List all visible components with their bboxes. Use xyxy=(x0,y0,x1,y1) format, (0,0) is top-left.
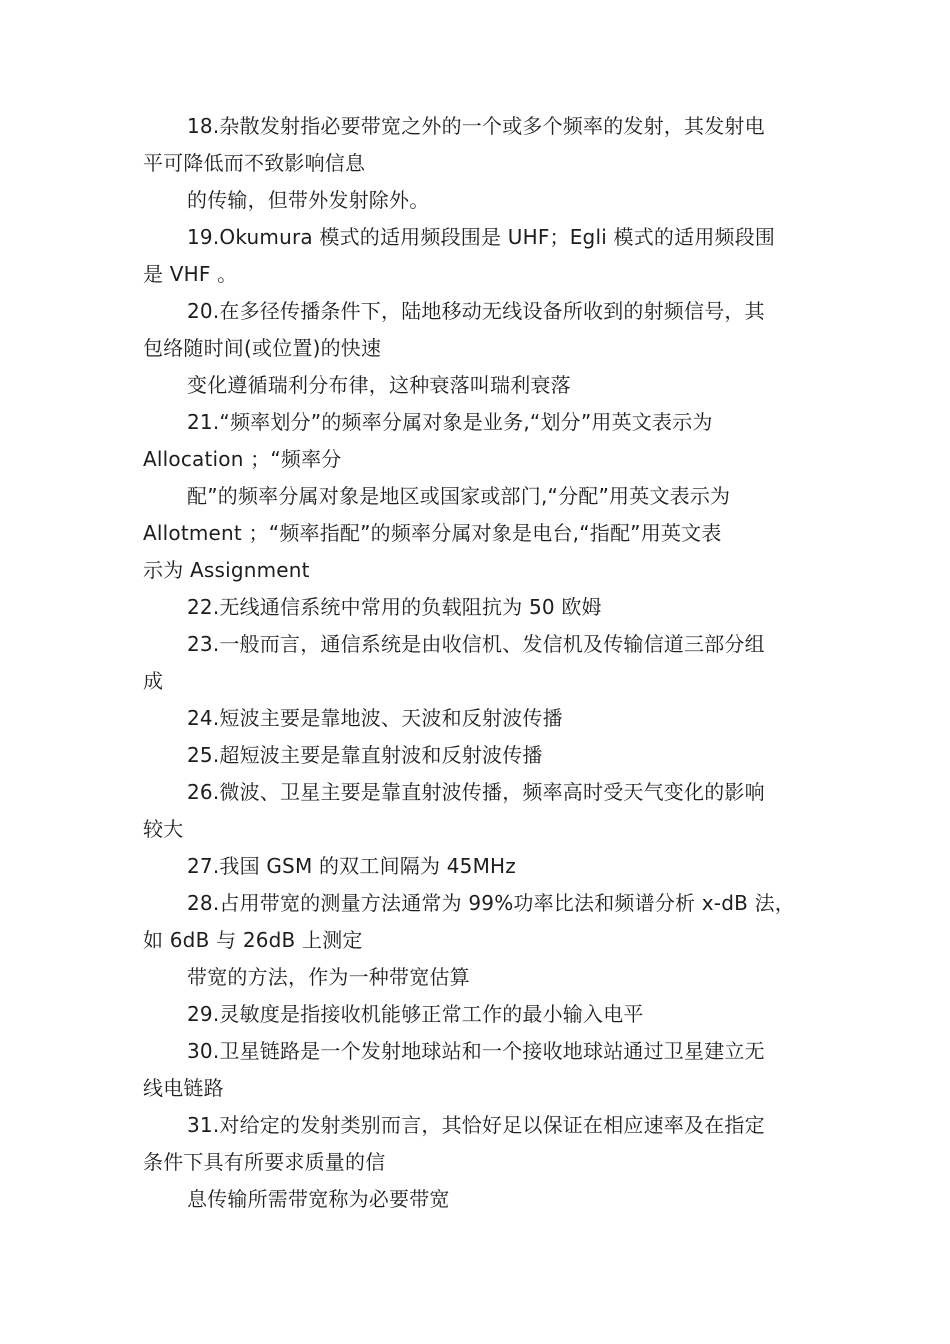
text-line: 21.“频率划分”的频率分属对象是业务,“划分”用英文表示为 xyxy=(187,410,713,434)
text-line: 线电链路 xyxy=(143,1076,224,1100)
document-body xyxy=(143,108,813,1218)
text-line: 25.超短波主要是靠直射波和反射波传播 xyxy=(187,743,543,767)
text-line: 息传输所需带宽称为必要带宽 xyxy=(187,1187,450,1211)
text-line: 20.在多径传播条件下，陆地移动无线设备所收到的射频信号，其 xyxy=(187,299,765,323)
text-line: 28.占用带宽的测量方法通常为 99%功率比法和频谱分析 x-dB 法， xyxy=(187,891,796,915)
text-line: 29.灵敏度是指接收机能够正常工作的最小输入电平 xyxy=(187,1002,644,1026)
text-line: 18.杂散发射指必要带宽之外的一个或多个频率的发射，其发射电 xyxy=(187,114,765,138)
text-line: 27.我国 GSM 的双工间隔为 45MHz xyxy=(187,854,516,878)
text-line: Allotment ；“频率指配”的频率分属对象是电台,“指配”用英文表 xyxy=(143,521,722,545)
text-line: 较大 xyxy=(143,817,184,841)
text-line: 31.对给定的发射类别而言，其恰好足以保证在相应速率及在指定 xyxy=(187,1113,765,1137)
text-line: 19.Okumura 模式的适用频段围是 UHF；Egli 模式的适用频段围 xyxy=(187,225,776,249)
text-line: Allocation ；“频率分 xyxy=(143,447,342,471)
text-line: 22.无线通信系统中常用的负载阻抗为 50 欧姆 xyxy=(187,595,602,619)
text-line: 平可降低而不致影响信息 xyxy=(143,151,366,175)
text-line: 24.短波主要是靠地波、天波和反射波传播 xyxy=(187,706,563,730)
text-line: 条件下具有所要求质量的信 xyxy=(143,1150,386,1174)
text-line: 变化遵循瑞利分布律，这种衰落叫瑞利衰落 xyxy=(187,373,571,397)
text-line: 成 xyxy=(143,669,164,693)
text-line: 的传输，但带外发射除外。 xyxy=(187,188,430,212)
text-line: 示为 Assignment xyxy=(143,558,310,582)
text-line: 如 6dB 与 26dB 上测定 xyxy=(143,928,363,952)
text-line: 26.微波、卫星主要是靠直射波传播，频率高时受天气变化的影响 xyxy=(187,780,765,804)
text-line: 配”的频率分属对象是地区或国家或部门,“分配”用英文表示为 xyxy=(187,484,731,508)
text-line: 23.一般而言，通信系统是由收信机、发信机及传输信道三部分组 xyxy=(187,632,765,656)
text-line: 是 VHF 。 xyxy=(143,262,238,286)
text-line: 带宽的方法，作为一种带宽估算 xyxy=(187,965,470,989)
text-line: 包络随时间(或位置)的快速 xyxy=(143,336,382,360)
text-line: 30.卫星链路是一个发射地球站和一个接收地球站通过卫星建立无 xyxy=(187,1039,765,1063)
